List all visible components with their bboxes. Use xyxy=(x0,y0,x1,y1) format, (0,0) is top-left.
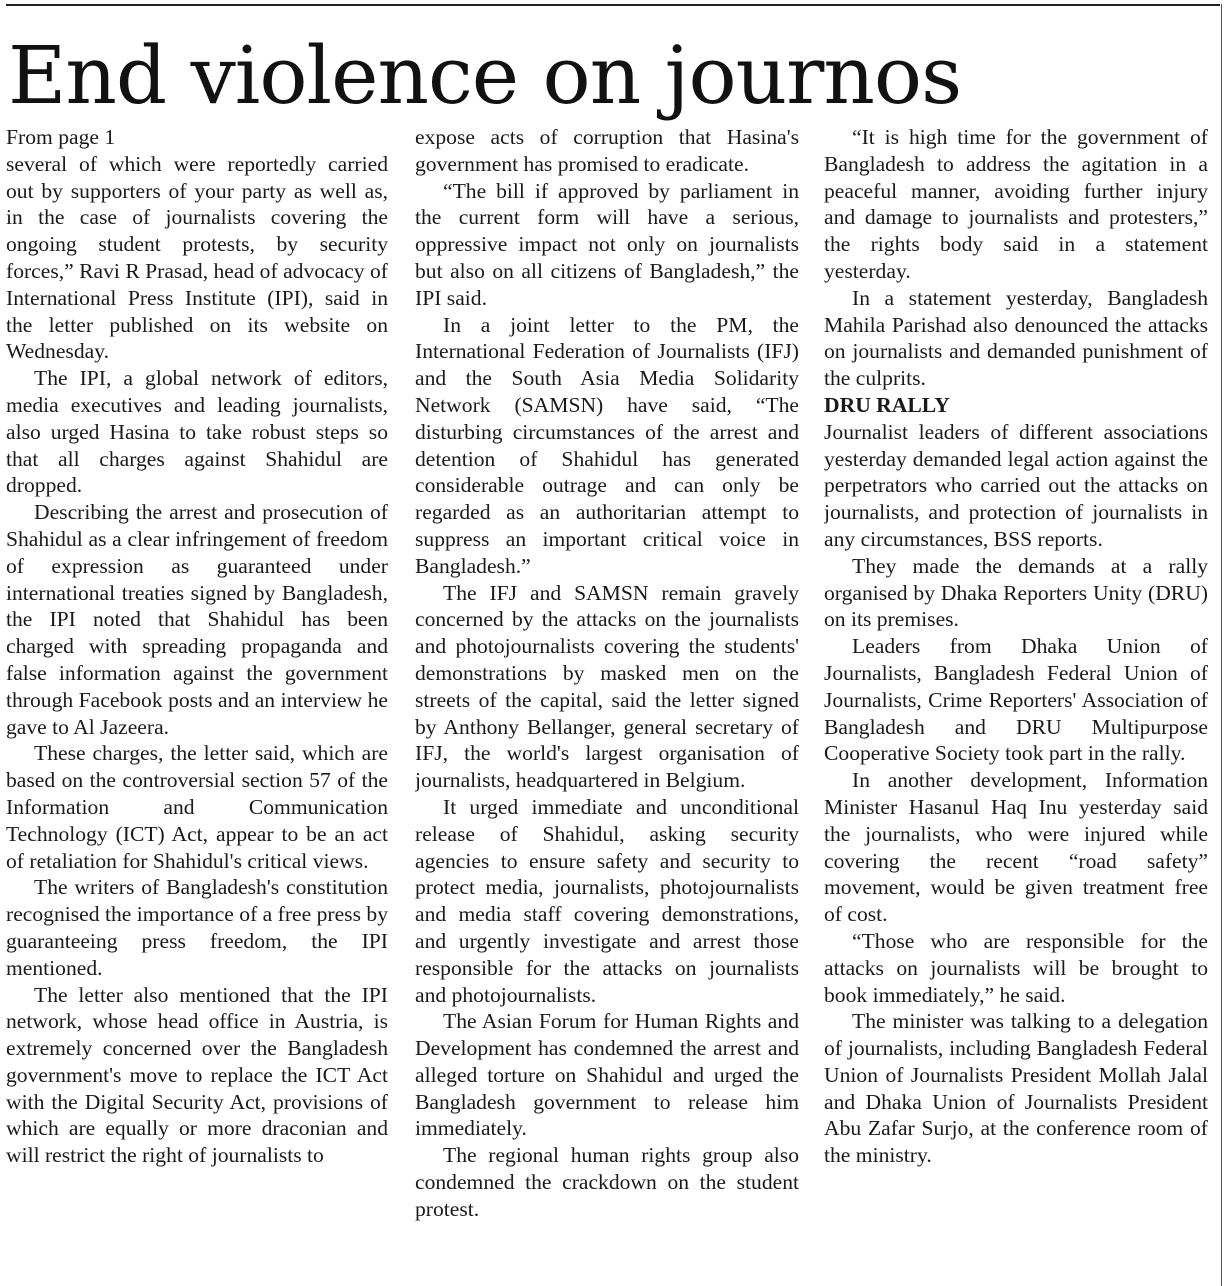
section-subhead: DRU RALLY xyxy=(824,392,950,417)
paragraph: It urged immediate and unconditional release of Shahidul, asking security agencies to ensure safety and security to protect media, journalists, photojournalists and media staff covering demonstrations, and urgently investigate and arrest those responsible for the attacks on journalists and photojournalists. xyxy=(415,794,799,1007)
paragraph: They made the demands at a rally organised by Dhaka Reporters Unity (DRU) on its premises. xyxy=(824,553,1208,632)
paragraph: Journalist leaders of different associations yesterday demanded legal action against the perpetrators who carried out the attacks on journalists, and protection of journalists in any circumstances, BSS reports. xyxy=(824,419,1208,551)
paragraph: The regional human rights group also condemned the crackdown on the student protest. xyxy=(415,1143,799,1221)
paragraph: In another development, Information Minister Hasanul Haq Inu yesterday said the journalists, who were injured while covering the recent “road safety” movement, would be given treatment free of cost. xyxy=(824,768,1208,927)
paragraph: “It is high time for the government of Bangladesh to address the agitation in a peaceful manner, avoiding further injury and damage to journalists and protesters,” the rights body said in a statement yesterday. xyxy=(824,125,1208,283)
continuation-label: From page 1 xyxy=(6,125,116,149)
paragraph: In a statement yesterday, Bangladesh Mahila Parishad also denounced the attacks on journalists and demanded punishment of the culprits. xyxy=(824,285,1208,391)
paragraph: Describing the arrest and prosecution of Shahidul as a clear infringement of freedom of expression as guaranteed under international treaties signed by Bangladesh, the IPI noted that Shahidul has been charged with spreading propaganda and false information against the government through Facebook posts and an interview he gave to Al Jazeera. xyxy=(6,500,388,739)
article-column-1 xyxy=(6,124,388,1284)
paragraph: The minister was talking to a delegation of journalists, including Bangladesh Federal Union of Journalists President Mollah Jalal and Dhaka Union of Journalists President Abu Zafar Surjo, at the conference room of the ministry. xyxy=(824,1009,1208,1168)
right-column-rule xyxy=(1221,4,1222,1286)
top-rule xyxy=(6,4,1220,6)
paragraph: several of which were reportedly carried out by supporters of your party as well as, in the case of journalists covering the ongoing student protests, by security forces,” Ravi R Prasad, head of advocacy of International Press Institute (IPI), said in the letter published on its website on Wednesday. xyxy=(6,151,388,364)
paragraph: The writers of Bangladesh's constitution recognised the importance of a free press by guaranteeing press freedom, the IPI mentioned. xyxy=(6,875,388,980)
paragraph: “The bill if approved by parliament in the current form will have a serious, oppressive impact not only on journalists but also on all citizens of Bangladesh,” the IPI said. xyxy=(415,178,799,310)
paragraph: In a joint letter to the PM, the International Federation of Journalists (IFJ) and the South Asia Media Solidarity Network (SAMSN) have said, “The disturbing circumstances of the arrest and detention of Shahidul has generated considerable outrage and can only be regarded as an authoritarian attempt to suppress an important critical voice in Bangladesh.” xyxy=(415,312,799,578)
paragraph: The IPI, a global network of editors, media executives and leading journalists, also urged Hasina to take robust steps so that all charges against Shahidul are dropped. xyxy=(6,366,388,498)
paragraph: These charges, the letter said, which are based on the controversial section 57 of the Information and Communication Technology (ICT) Act, appear to be an act of retaliation for Shahidul's critical views. xyxy=(6,741,388,873)
paragraph: expose acts of corruption that Hasina's government has promised to eradicate. xyxy=(415,125,799,176)
paragraph: “Those who are responsible for the attacks on journalists will be brought to book immediately,” he said. xyxy=(824,928,1208,1007)
paragraph: The IFJ and SAMSN remain gravely concerned by the attacks on the journalists and photojournalists covering the students' demonstrations by masked men on the streets of the capital, said the letter signed by Anthony Bellanger, general secretary of IFJ, the world's largest organisation of journalists, headquartered in Belgium. xyxy=(415,580,799,793)
paragraph: Leaders from Dhaka Union of Journalists, Bangladesh Federal Union of Journalists, Crime Reporters' Association of Bangladesh and DRU Multipurpose Cooperative Society took part in the rally. xyxy=(824,634,1208,766)
headline: End violence on journos xyxy=(8,29,962,122)
paragraph: The letter also mentioned that the IPI network, whose head office in Austria, is extremely concerned over the Bangladesh government's move to replace the ICT Act with the Digital Security Act, provisions of which are equally or more draconian and will restrict the right of journalists to xyxy=(6,982,388,1168)
article-column-3 xyxy=(824,124,1208,1284)
article-column-2 xyxy=(415,124,799,1284)
paragraph: The Asian Forum for Human Rights and Development has condemned the arrest and alleged torture on Shahidul and urged the Bangladesh government to release him immediately. xyxy=(415,1009,799,1141)
